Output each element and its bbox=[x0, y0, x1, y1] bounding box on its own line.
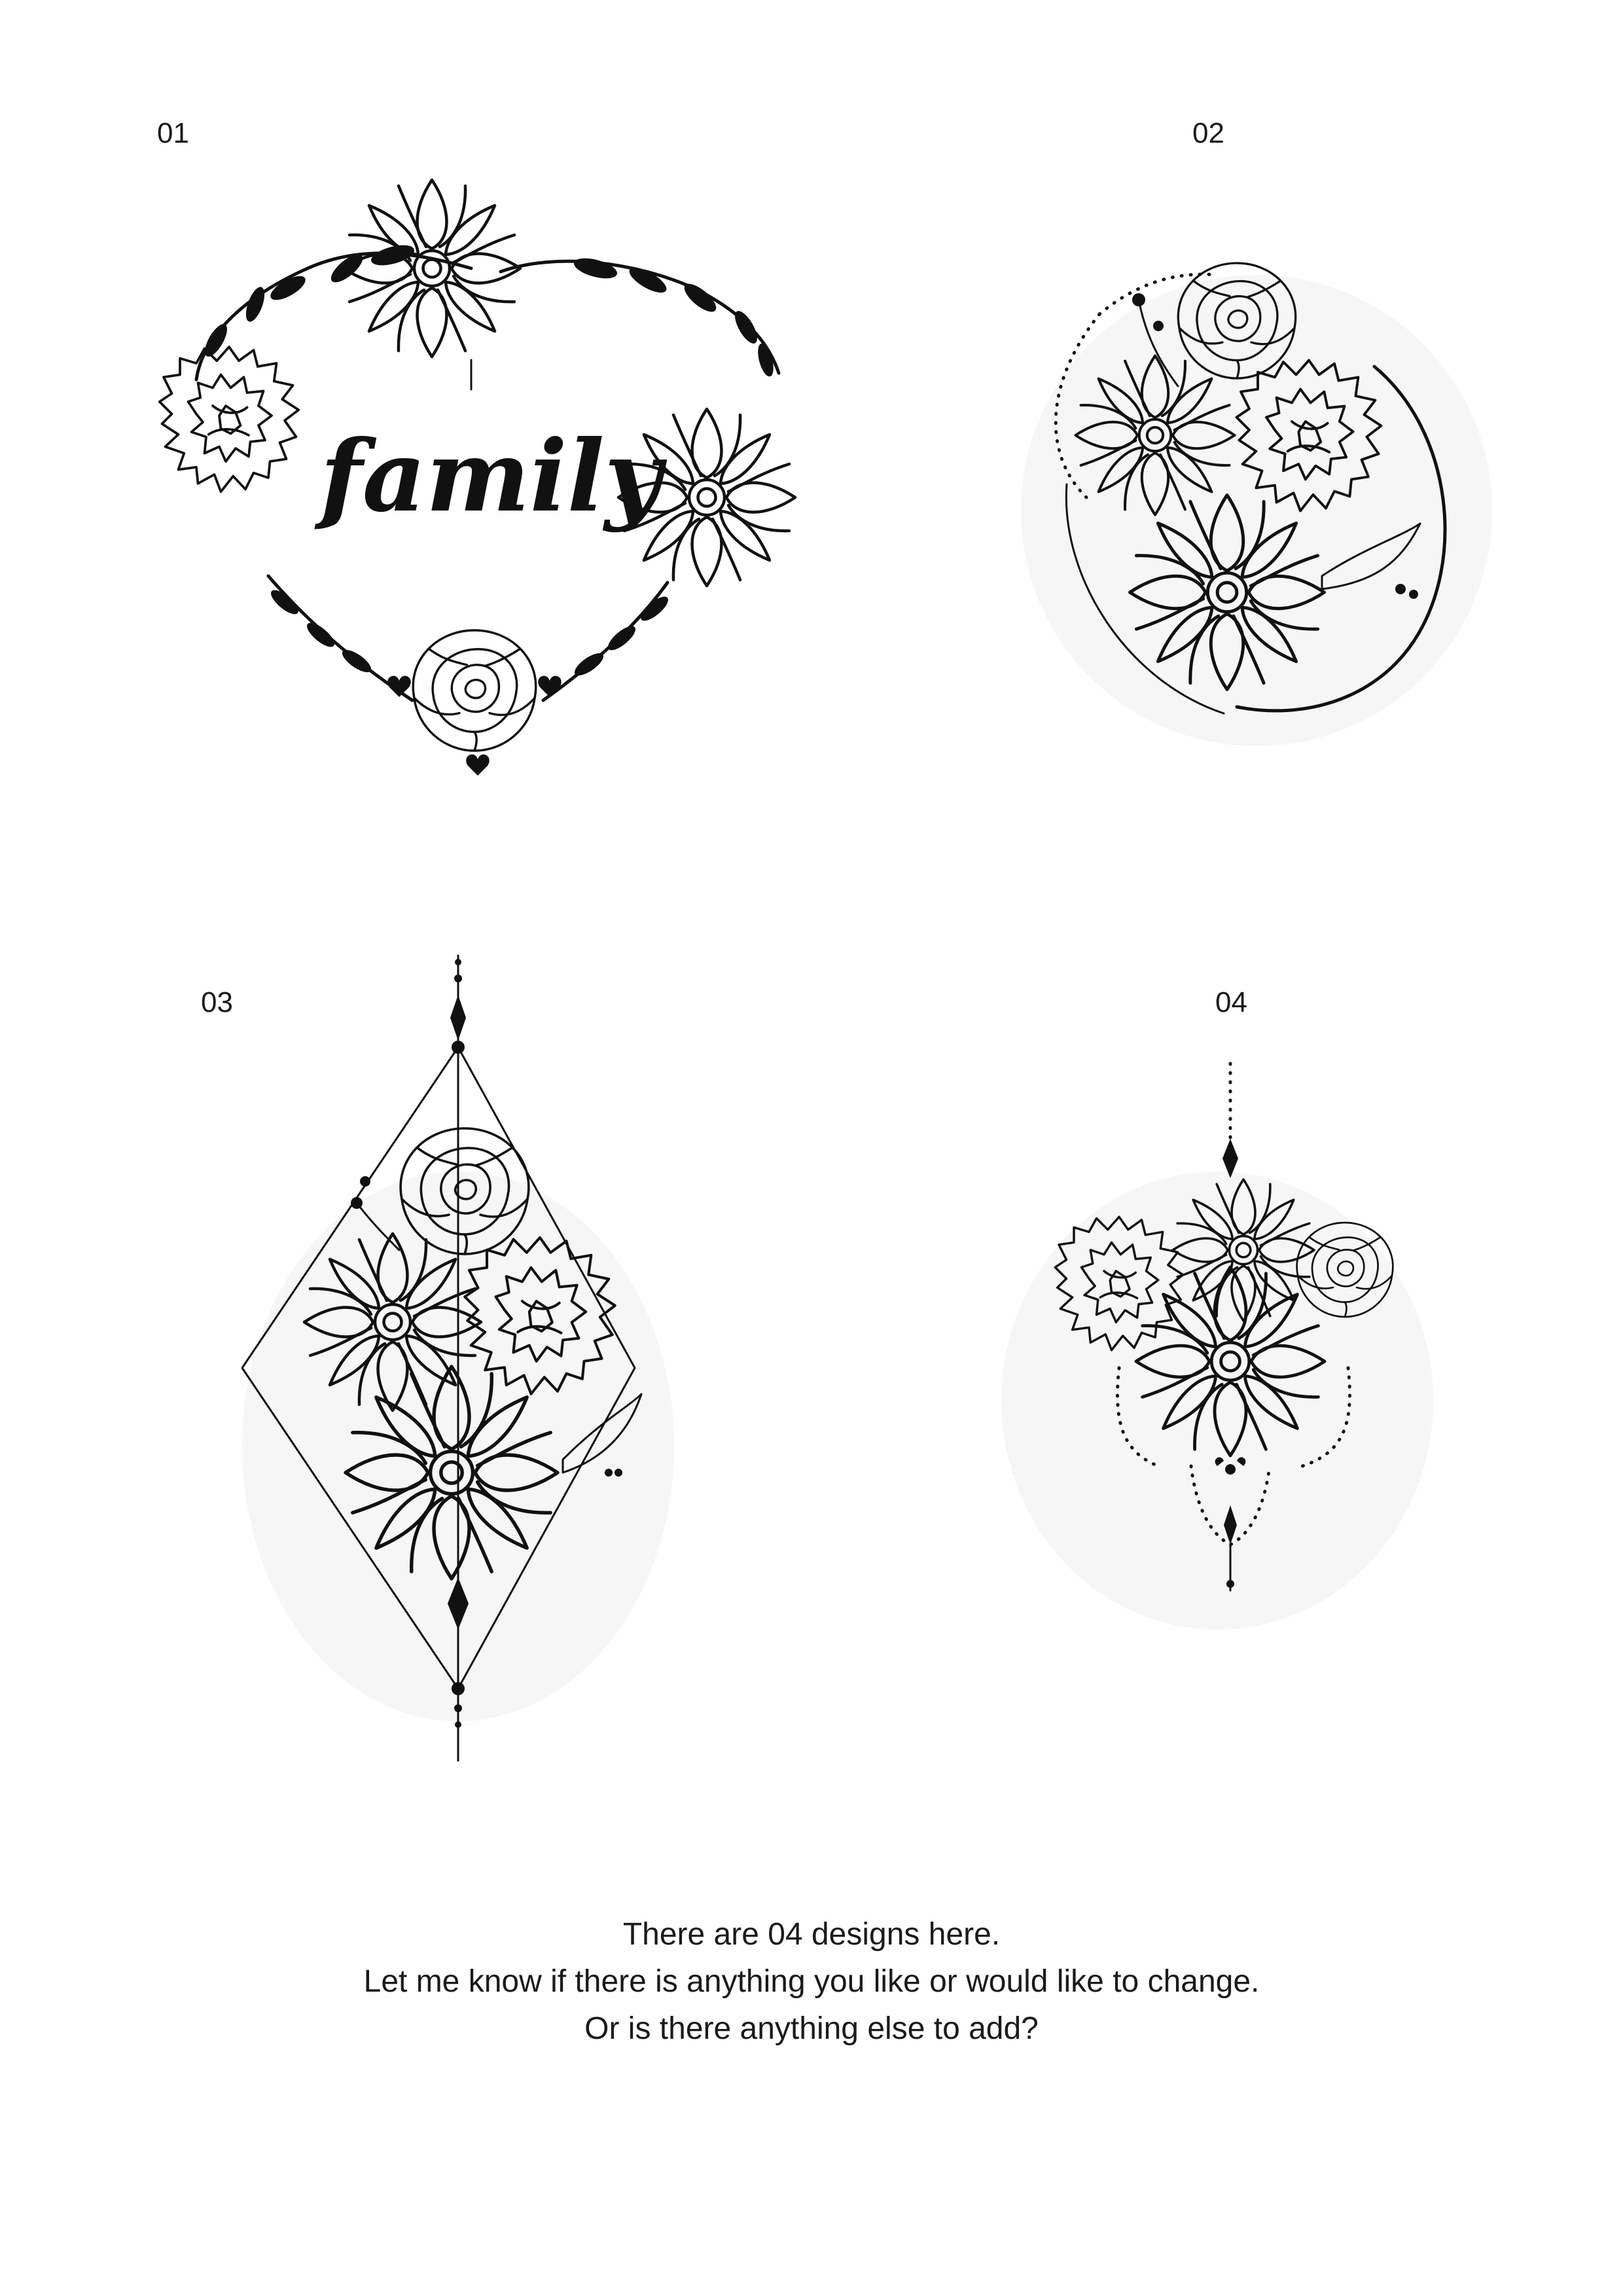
design-02-circle-bouquet[interactable] bbox=[1008, 236, 1479, 746]
design-03-diamond[interactable] bbox=[196, 949, 733, 1774]
design-number-01: 01 bbox=[157, 117, 189, 149]
diamond-illustration bbox=[196, 949, 733, 1774]
family-lettering: family bbox=[320, 419, 662, 534]
message-line-2: Let me know if there is anything you like or would like to change. bbox=[363, 1964, 1260, 1999]
design-number-03: 03 bbox=[201, 986, 233, 1018]
chrysanthemum-top bbox=[344, 180, 520, 357]
rose-bottom bbox=[413, 630, 536, 751]
designs-message bbox=[0, 1911, 1623, 2053]
design-04-pendant[interactable] bbox=[995, 1060, 1440, 1649]
message-line-3: Or is there anything else to add? bbox=[584, 2011, 1039, 2046]
circle-bouquet-illustration bbox=[1008, 236, 1479, 746]
design-number-04: 04 bbox=[1215, 986, 1247, 1018]
message-line-1: There are 04 designs here. bbox=[622, 1917, 1001, 1952]
carnation-left bbox=[160, 347, 299, 492]
heart-wreath-illustration bbox=[137, 164, 831, 805]
design-01-heart-wreath[interactable] bbox=[137, 164, 831, 805]
pendant-illustration bbox=[995, 1060, 1440, 1649]
design-number-02: 02 bbox=[1192, 117, 1224, 149]
